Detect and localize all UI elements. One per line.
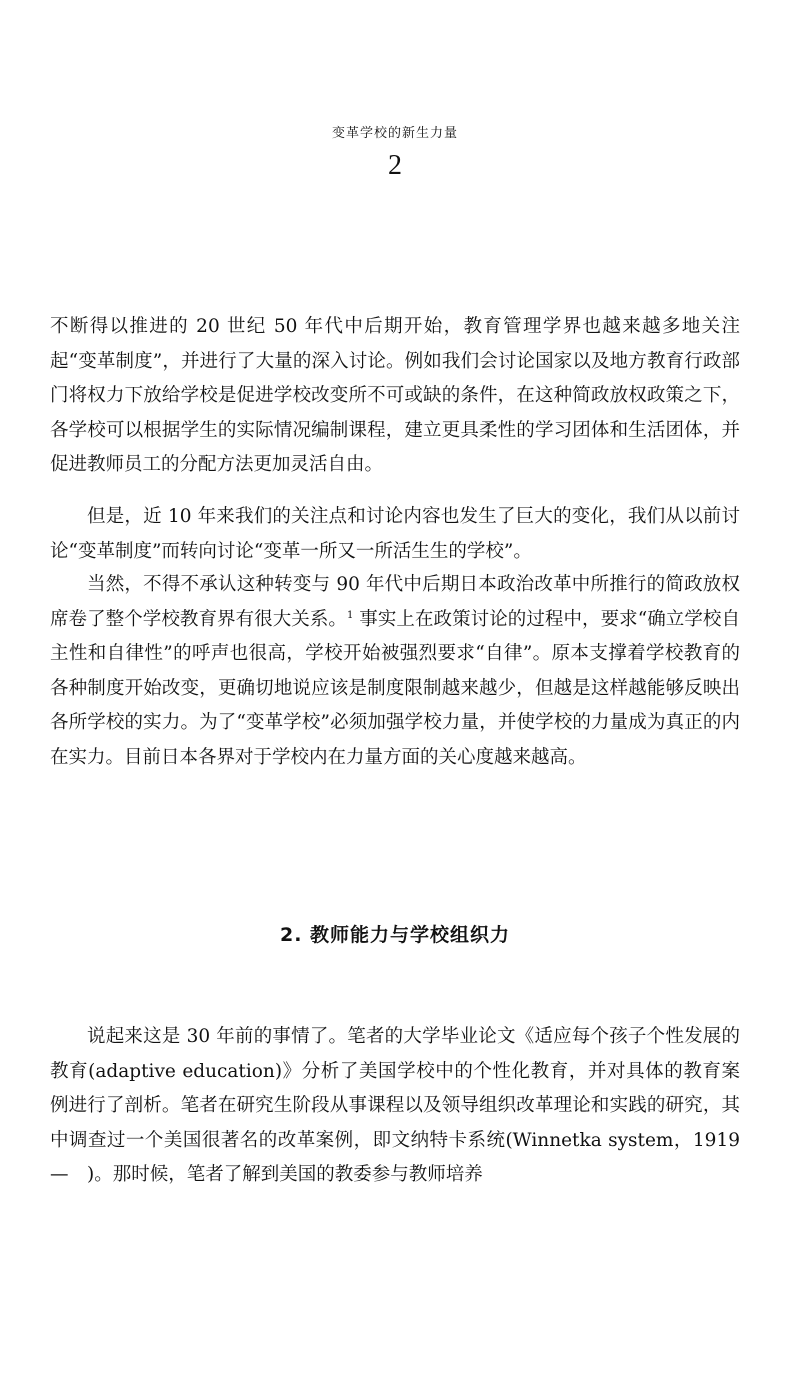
paragraph-4: 说起来这是 30 年前的事情了。笔者的大学毕业论文《适应每个孩子个性发展的教育(adaptive education)》分析了美国学校中的个性化教育，并对具体的教育案例进行了剖析。笔者在研究生阶段从事课程以及领导组织改革理论和实践的研究，其中调查过一个美国很著名的改革案例，即文纳特卡系统(Winnetka system，1919— )。那时候，笔者了解到美国的教委参与教师培养 — [50, 1026, 740, 1185]
footnote-marker: 1 — [346, 609, 354, 621]
running-header: 变革学校的新生力量 — [331, 126, 458, 141]
paragraph-1: 不断得以推进的 20 世纪 50 年代中后期开始，教育管理学界也越来越多地关注起“变革制度”，并进行了大量的深入讨论。例如我们会讨论国家以及地方教育行政部门将权力下放给学校是促进学校改变所不可或缺的条件，在这种简政放权政策之下，各学校可以根据学生的实际情况编制课程，建立更具柔性的学习团体和生活团体，并促进教师员工的分配方法更加灵活自由。 — [50, 316, 740, 475]
paragraph-2: 但是，近 10 年来我们的关注点和讨论内容也发生了巨大的变化，我们从以前讨论“变革制度”而转向讨论“变革一所又一所活生生的学校”。 — [50, 506, 740, 562]
paragraph-3 — [50, 568, 740, 775]
page-number: 2 — [388, 150, 402, 181]
paragraph-3-text-b: 事实上在政策讨论的过程中，要求“确立学校自主性和自律性”的呼声也很高，学校开始被强烈要求“自律”。原本支撑着学校教育的各种制度开始改变，更确切地说应该是制度限制越来越少，但越是这样越能够反映出各所学校的实力。为了“变革学校”必须加强学校力量，并使学校的力量成为真正的内在实力。目前日本各界对于学校内在力量方面的关心度越来越高。 — [50, 608, 740, 768]
paragraph-3-text-a: 当然，不得不承认这种转变与 90 年代中后期日本政治改革中所推行的简政放权席卷了整个学校教育界有很大关系。 — [50, 574, 740, 630]
section-heading: 2. 教师能力与学校组织力 — [279, 924, 511, 946]
